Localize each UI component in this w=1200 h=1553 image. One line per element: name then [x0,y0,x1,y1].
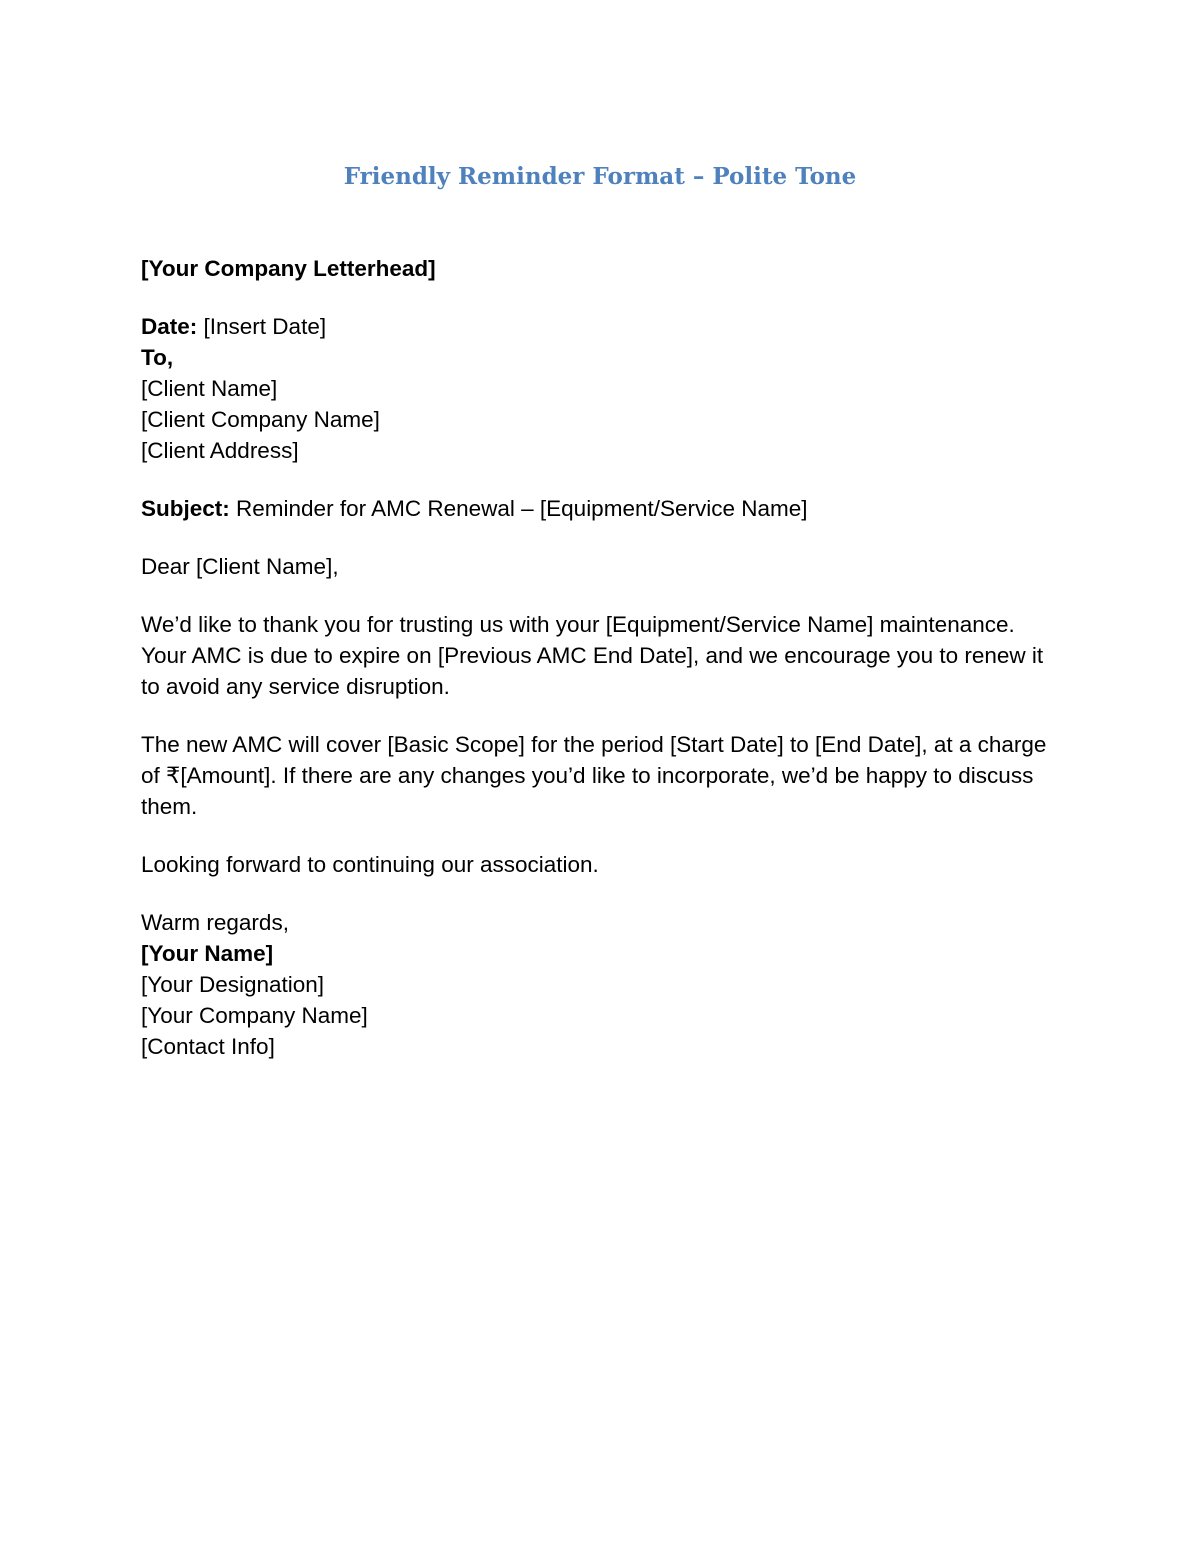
sender-company: [Your Company Name] [141,1003,368,1028]
subject-line [141,493,1061,524]
paragraph-thanks: We’d like to thank you for trusting us with your [Equipment/Service Name] maintenance. Your AMC is due to expire on [Previous AMC End Date], and we encourage you to renew it to avoid any service disruption. [141,612,1044,699]
client-name: [Client Name] [141,376,278,401]
date-label: Date: [141,314,198,339]
paragraph-new-amc: The new AMC will cover [Basic Scope] for the period [Start Date] to [End Date], at a charge of ₹[Amount]. If there are any changes you’d like to incorporate, we’d be happy to discuss them. [141,732,1047,819]
sender-contact: [Contact Info] [141,1034,275,1059]
sender-name: [Your Name] [141,941,274,966]
letterhead: [Your Company Letterhead] [141,256,436,281]
sender-designation: [Your Designation] [141,972,325,997]
client-company: [Client Company Name] [141,407,380,432]
date-value: [Insert Date] [203,314,327,339]
to-label: To, [141,345,174,370]
subject-value: Reminder for AMC Renewal – [Equipment/Service Name] [236,496,808,521]
letter-body [141,253,1061,1062]
salutation: Dear [Client Name], [141,554,339,579]
closing-regards: Warm regards, [141,910,289,935]
subject-label: Subject: [141,496,230,521]
paragraph-closing-line: Looking forward to continuing our association. [141,852,599,877]
date-line [141,311,1061,342]
client-address: [Client Address] [141,438,299,463]
document-title: Friendly Reminder Format – Polite Tone [343,163,857,190]
